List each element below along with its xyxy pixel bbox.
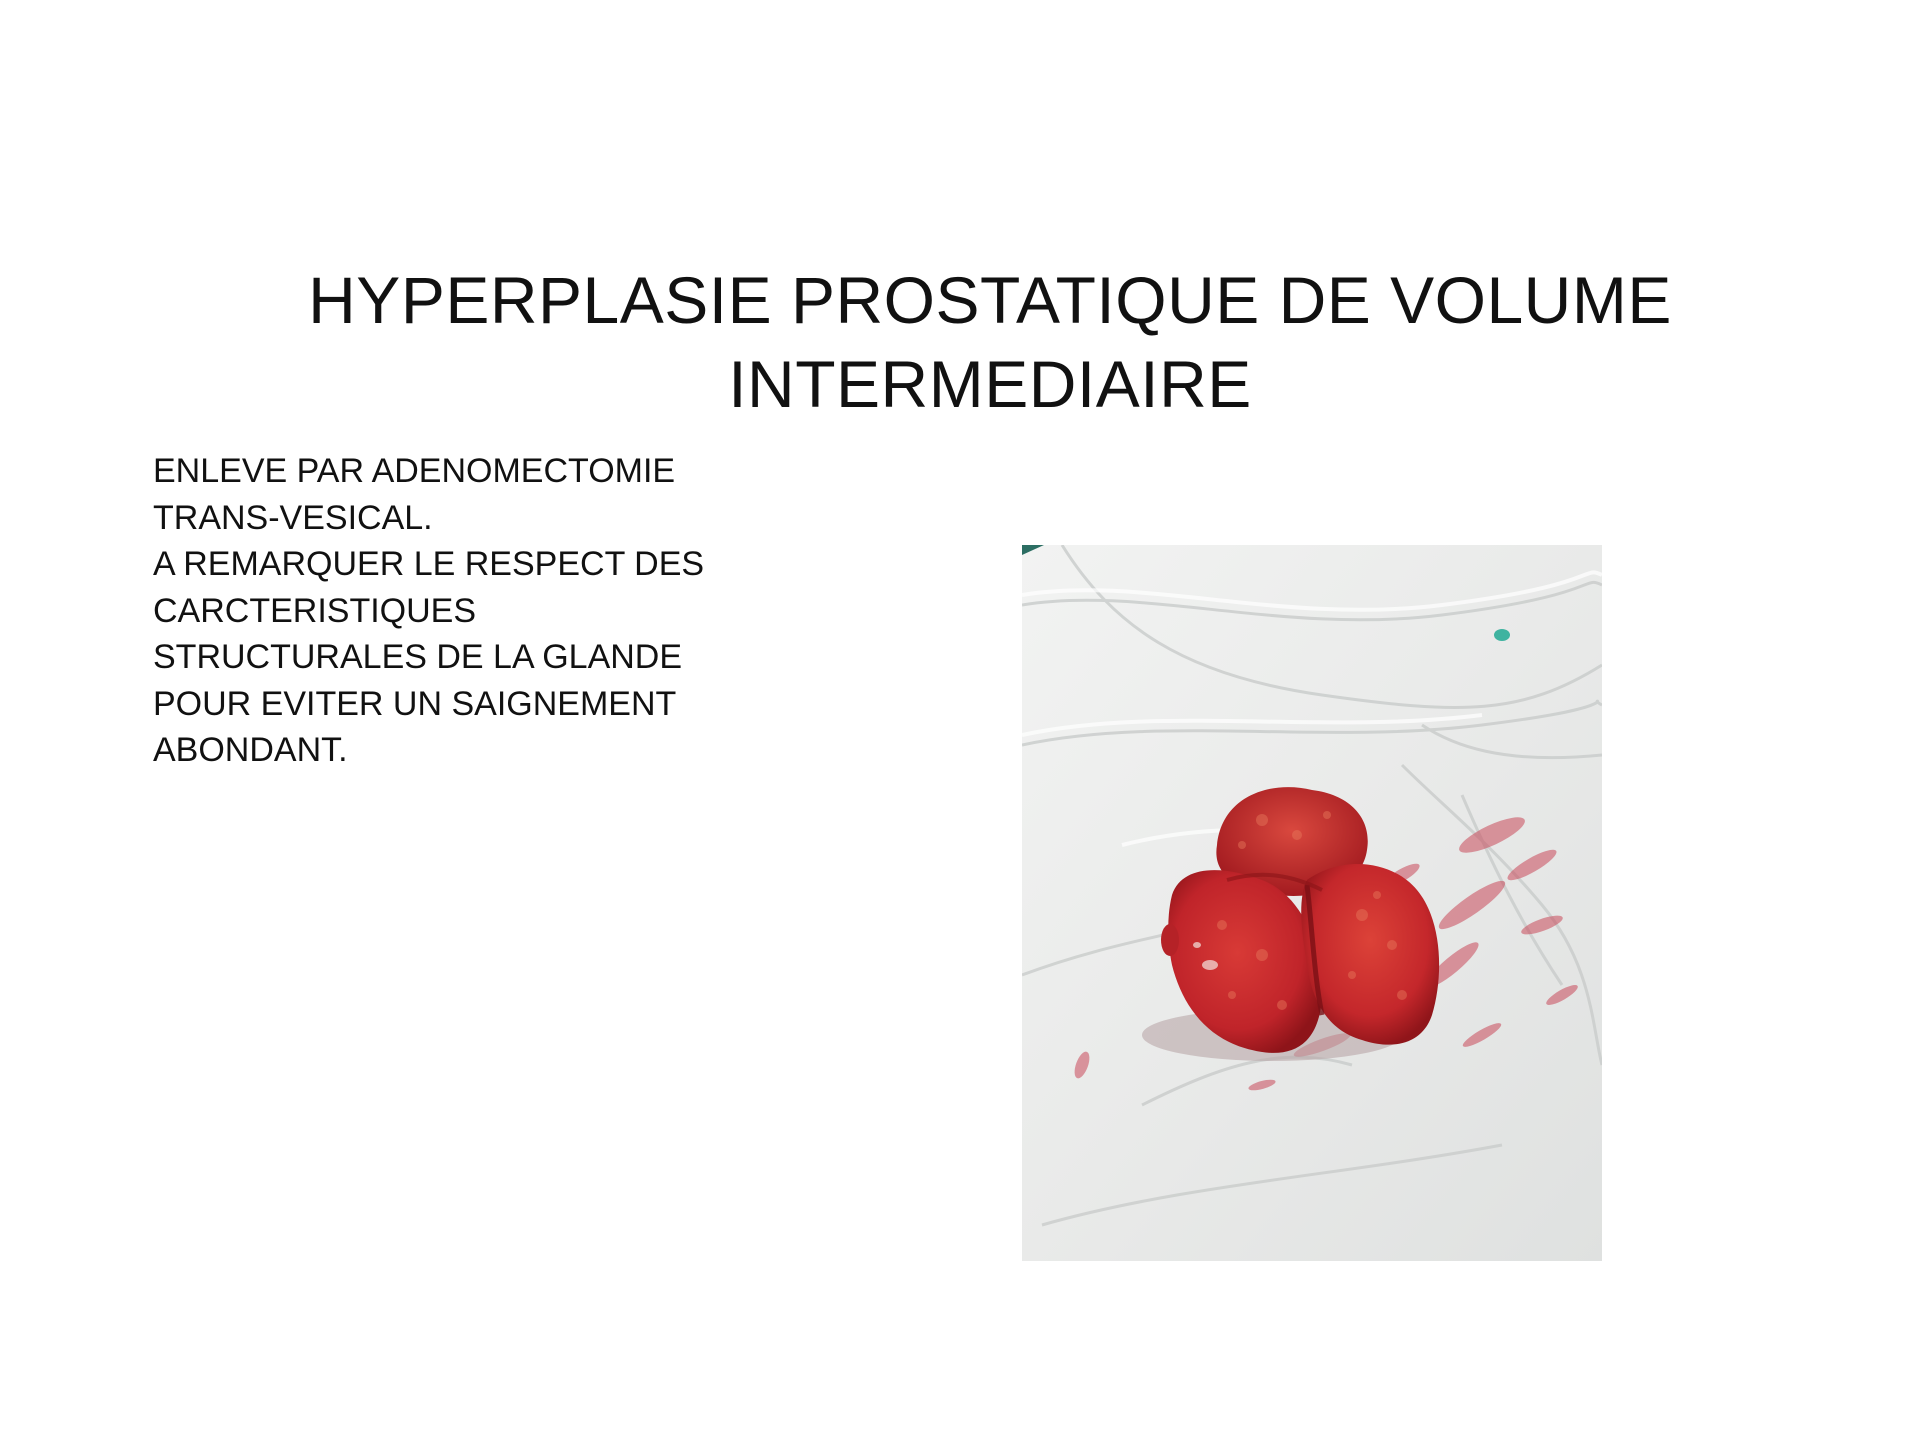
body-line-7: ABONDANT. [153, 731, 348, 769]
body-line-4: CARCTERISTIQUES [153, 591, 477, 630]
slide-title-line-2: INTERMEDIAIRE [728, 347, 1252, 421]
slide-title [200, 258, 1780, 426]
body-line-3: A REMARQUER LE RESPECT DES [153, 545, 705, 583]
body-line-1: ENLEVE PAR ADENOMECTOMIE [153, 452, 676, 490]
slide-title-line-1: HYPERPLASIE PROSTATIQUE DE VOLUME [308, 263, 1672, 337]
teal-marker [1494, 629, 1510, 641]
body-line-6: POUR EVITER UN SAIGNEMENT [153, 684, 677, 723]
body-line-5: STRUCTURALES DE LA GLANDE [153, 638, 683, 676]
specimen-photo-illustration [1022, 545, 1602, 1261]
body-line-2: TRANS-VESICAL. [153, 498, 433, 537]
specimen-photo [1022, 545, 1602, 1261]
slide-body-text [153, 448, 793, 774]
